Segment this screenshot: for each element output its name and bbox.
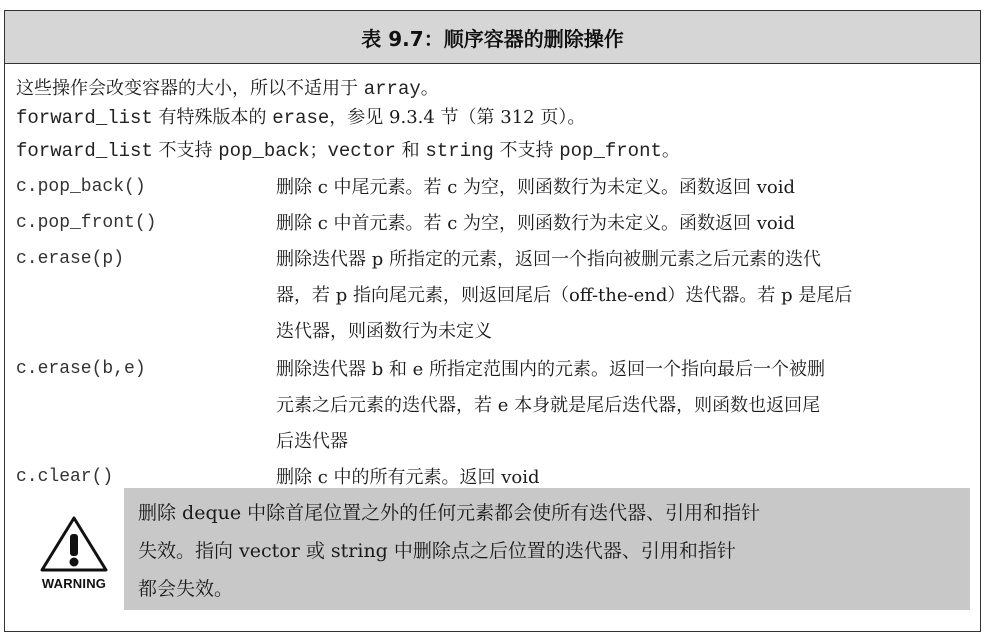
table-note [16,74,439,100]
code-term: vector [327,140,396,162]
operation-name: c.erase(b,e) [16,359,146,379]
description-line: 器，若 p 指向尾元素，则返回尾后（off-the-end）迭代器。若 p 是尾后 [276,285,853,306]
code-term: string [425,140,494,162]
code-term: erase [272,107,330,129]
description-line: 删除 c 中首元素。若 c 为空，则函数行为未定义。函数返回 void [276,213,796,234]
operation-name: c.pop_back() [16,177,146,197]
note-text: 不支持 [152,140,219,161]
description-line: 删除 c 中的所有元素。返回 void [276,467,540,488]
warning-line: 都会失效。 [138,578,234,600]
note-text: 有特殊版本的 [152,107,273,128]
warning-callout-icon [36,512,112,604]
note-text: ，参见 9.3.4 节（第 312 页）。 [329,107,586,128]
note-text: 。 [661,140,680,161]
description-line: 删除 c 中尾元素。若 c 为空，则函数行为未定义。函数返回 void [276,177,796,198]
operation-description [276,206,966,242]
operation-name: c.erase(p) [16,249,125,269]
code-term: forward_list [16,107,153,129]
table-title: 表 9.7：顺序容器的删除操作 [5,11,980,64]
description-line: 元素之后元素的迭代器，若 e 本身就是尾后迭代器，则函数也返回尾 [276,395,821,416]
description-line: 删除迭代器 p 所指定的元素，返回一个指向被删元素之后元素的迭代 [276,249,821,270]
description-line: 后迭代器 [276,431,348,452]
operation-name: c.clear() [16,467,114,487]
operation-name: c.pop_front() [16,213,157,233]
operation-description [276,242,966,350]
warning-label: WARNING [41,576,107,591]
code-term: array [363,78,421,100]
warning-triangle-icon [36,512,112,576]
description-line: 迭代器，则函数行为未定义 [276,321,492,342]
note-text: 。 [420,78,439,99]
warning-text [138,494,968,608]
table-note [16,103,585,129]
warning-box [124,488,970,610]
note-text: 不支持 [493,140,560,161]
code-term: forward_list [16,140,153,162]
note-text: 和 [395,140,426,161]
code-term: pop_back [218,140,310,162]
description-line: 删除迭代器 b 和 e 所指定范围内的元素。返回一个指向最后一个被删 [276,359,826,380]
table-note [16,136,680,162]
operation-description [276,170,966,206]
code-term: pop_front [559,140,662,162]
operation-description [276,352,966,460]
warning-line: 删除 deque 中除首尾位置之外的任何元素都会使所有迭代器、引用和指针 [138,502,761,524]
warning-line: 失效。指向 vector 或 string 中删除点之后位置的迭代器、引用和指针 [138,540,736,562]
note-text: 这些操作会改变容器的大小，所以不适用于 [16,78,364,99]
note-text: ； [309,140,328,161]
